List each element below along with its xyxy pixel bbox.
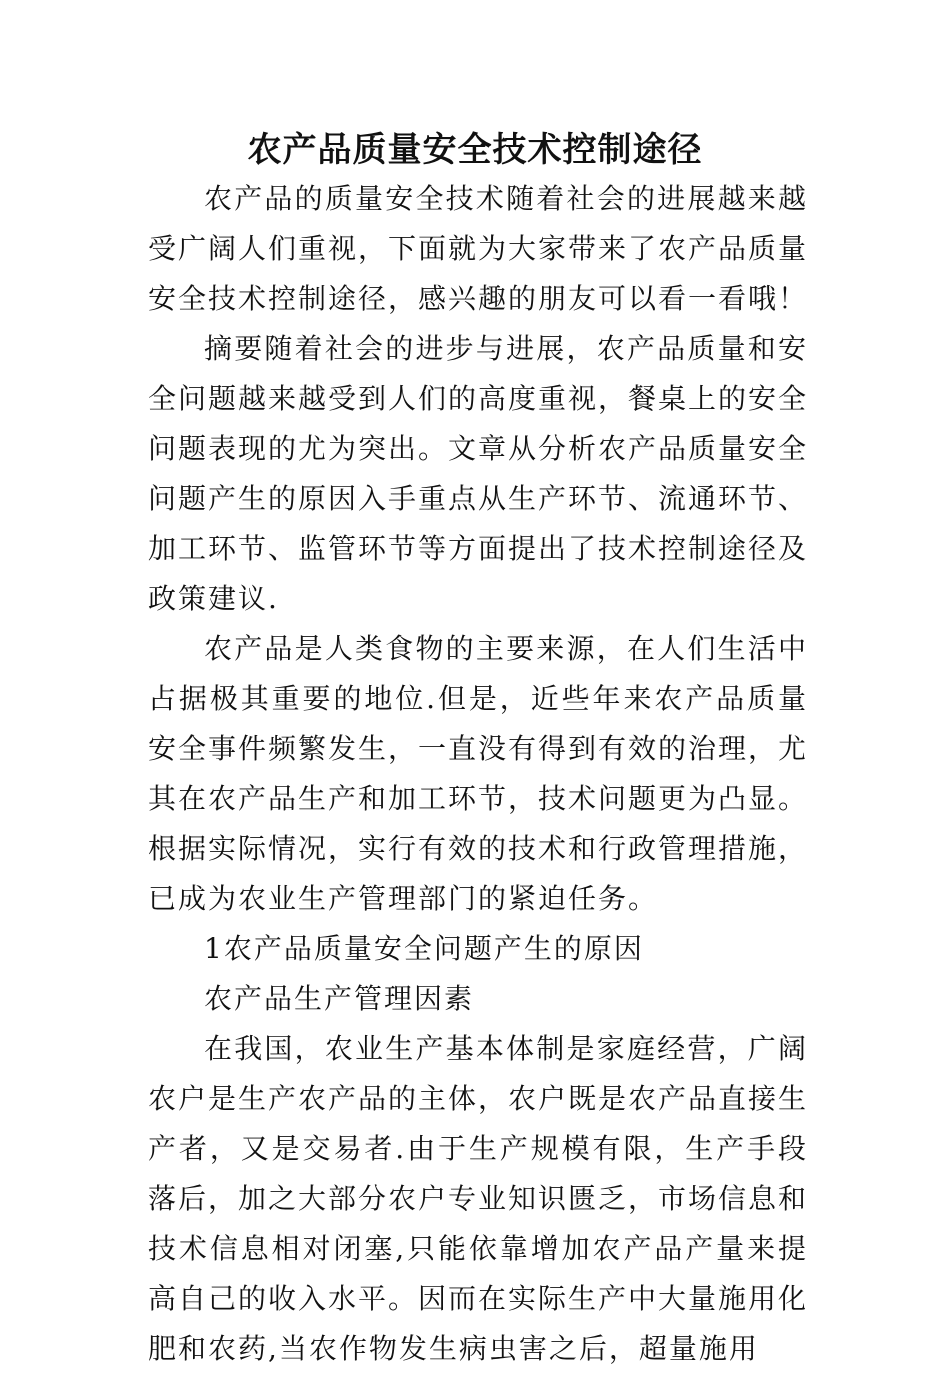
body-paragraph: 在我国，农业生产基本体制是家庭经营，广阔农户是生产农产品的主体，农户既是农产品直接生产者，又是交易者.由于生产规模有限，生产手段落后，加之大部分农户专业知识匮乏，市场信息和技术信息相对闭塞,只能依靠增加农产品产量来提高自己的收入水平。因而在实际生产中大量施用化肥和农药,当农作物发生病虫害之后，超量施用 <box>148 1032 809 1365</box>
document-title: 农产品质量安全技术控制途径 <box>247 130 703 170</box>
abstract-paragraph: 摘要随着社会的进步与进展，农产品质量和安全问题越来越受到人们的高度重视，餐桌上的安全问题表现的尤为突出。文章从分析农产品质量安全问题产生的原因入手重点从生产环节、流通环节、加工环节、监管环节等方面提出了技术控制途径及政策建议. <box>148 332 809 615</box>
section-heading: 1农产品质量安全问题产生的原因 <box>204 932 644 965</box>
background-paragraph: 农产品是人类食物的主要来源，在人们生活中占据极其重要的地位.但是，近些年来农产品质量安全事件频繁发生，一直没有得到有效的治理，尤其在农产品生产和加工环节，技术问题更为凸显。根据实际情况，实行有效的技术和行政管理措施，已成为农业生产管理部门的紧迫任务。 <box>148 632 809 915</box>
document-body <box>148 174 808 1374</box>
subsection-heading: 农产品生产管理因素 <box>204 982 475 1015</box>
intro-paragraph: 农产品的质量安全技术随着社会的进展越来越受广阔人们重视，下面就为大家带来了农产品质量安全技术控制途径，感兴趣的朋友可以看一看哦！ <box>148 182 809 315</box>
